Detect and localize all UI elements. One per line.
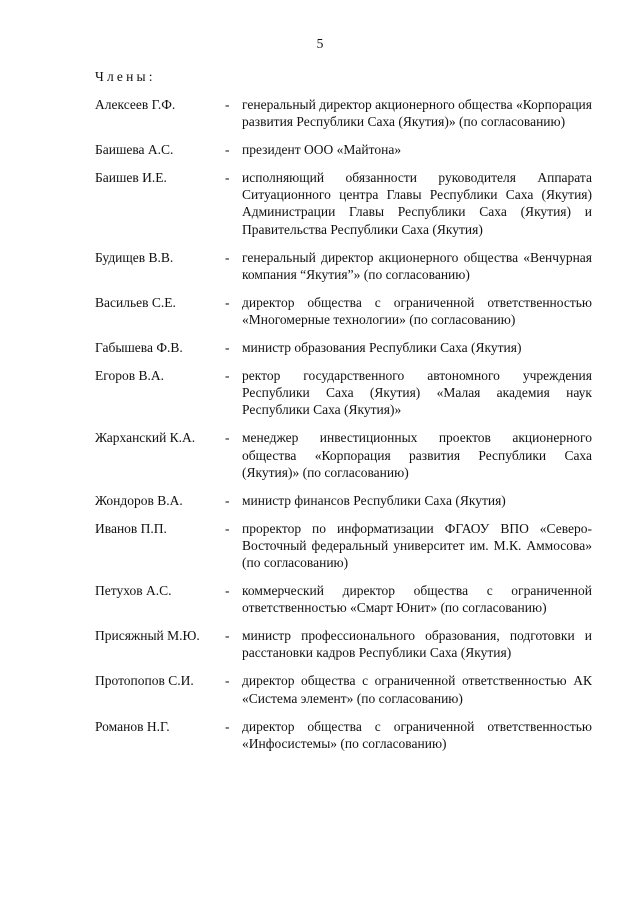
member-dash: - [225, 583, 230, 599]
member-name: Присяжный М.Ю. [95, 628, 200, 644]
member-dash: - [225, 340, 230, 356]
member-name: Жарханский К.А. [95, 430, 196, 446]
member-position: президент ООО «Майтона» [242, 142, 402, 158]
member-name: Иванов П.П. [95, 520, 167, 536]
member-position: министр образования Республики Саха (Якутия) [242, 340, 522, 356]
member-row [95, 520, 592, 571]
member-name: Габышева Ф.В. [95, 340, 183, 356]
member-position: директор общества с ограниченной ответственностью «Многомерные технологии» (по согласованию) [242, 294, 592, 327]
member-dash: - [225, 673, 230, 689]
member-dash: - [225, 294, 230, 310]
member-dash: - [225, 170, 230, 186]
member-row [95, 627, 592, 661]
member-name: Протопопов С.И. [95, 673, 194, 689]
member-row [95, 429, 592, 480]
member-dash: - [225, 718, 230, 734]
member-row [95, 672, 592, 706]
member-name: Баишев И.Е. [95, 170, 167, 186]
member-row [95, 367, 592, 418]
member-position: менеджер инвестиционных проектов акционерного общества «Корпорация развития Республики Саха (Якутия)» (по согласованию) [242, 430, 592, 480]
member-row [95, 718, 592, 752]
member-dash: - [225, 492, 230, 508]
member-row [95, 492, 592, 509]
member-name: Алексеев Г.Ф. [95, 97, 176, 112]
member-row [95, 582, 592, 616]
member-row [95, 169, 592, 237]
member-dash: - [225, 249, 230, 265]
member-position: директор общества с ограниченной ответственностью АК «Система элемент» (по согласованию) [242, 673, 592, 706]
member-name: Романов Н.Г. [95, 718, 170, 734]
member-position: исполняющий обязанности руководителя Аппарата Ситуационного центра Главы Республики Саха (Якутия) Администрации Главы Республики Саха (Якутия) и Правительства Республики Саха (Якутия) [242, 170, 592, 237]
member-dash: - [225, 430, 230, 446]
member-dash: - [225, 142, 230, 158]
member-position: министр финансов Республики Саха (Якутия) [242, 492, 506, 508]
member-row [95, 141, 592, 158]
member-row [95, 96, 592, 130]
member-row [95, 294, 592, 328]
member-dash: - [225, 628, 230, 644]
member-position: министр профессионального образования, подготовки и расстановки кадров Республики Саха (Якутия) [242, 628, 592, 661]
member-dash: - [225, 520, 230, 536]
member-row [95, 339, 592, 356]
member-position: генеральный директор акционерного общества «Венчурная компания “Якутия”» (по согласованию) [242, 249, 592, 282]
member-name: Жондоров В.А. [95, 492, 183, 508]
member-position: генеральный директор акционерного общества «Корпорация развития Республики Саха (Якутия)» (по согласованию) [242, 97, 592, 130]
member-name: Васильев С.Е. [95, 294, 176, 310]
section-heading: Члены: [95, 69, 156, 84]
page-number: 5 [316, 36, 324, 51]
member-name: Будищев В.В. [95, 249, 174, 265]
member-position: проректор по информатизации ФГАОУ ВПО «Северо-Восточный федеральный университет им. М.К. Аммосова» (по согласованию) [242, 520, 592, 570]
member-dash: - [225, 368, 230, 384]
member-position: коммерческий директор общества с ограниченной ответственностью «Смарт Юнит» (по согласованию) [242, 583, 592, 616]
member-position: ректор государственного автономного учреждения Республики Саха (Якутия) «Малая академия наук Республики Саха (Якутия)» [242, 368, 592, 418]
member-dash: - [225, 97, 230, 112]
members-list [95, 96, 592, 763]
member-row [95, 249, 592, 283]
member-position: директор общества с ограниченной ответственностью «Инфосистемы» (по согласованию) [242, 718, 592, 751]
member-name: Егоров В.А. [95, 368, 164, 384]
member-name: Петухов А.С. [95, 583, 172, 599]
member-name: Баишева А.С. [95, 142, 174, 158]
